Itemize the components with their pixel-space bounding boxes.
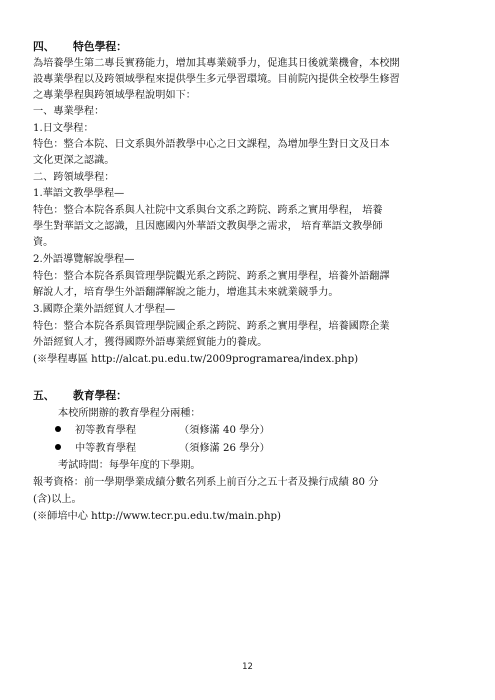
exam-time: 考試時間：每學年度的下學期。 — [58, 460, 201, 471]
japanese-program-title: 1.日文學程： — [33, 123, 94, 134]
section5-heading — [33, 389, 463, 403]
section4-intro-line-3: 之專業學程與跨領域學程說明如下： — [33, 90, 196, 101]
page-number: 12 — [242, 662, 253, 672]
chinese-teaching-program-title: 1.華語文教學學程— — [33, 188, 125, 199]
section5-title: 教育學程： — [73, 389, 127, 402]
education-program-item — [55, 424, 270, 438]
program-credits: （須修滿 40 學分） — [179, 425, 270, 436]
program-name: 中等教育學程 — [75, 443, 137, 454]
section4-number: 四、 — [33, 40, 55, 53]
tour-guide-program-title: 2.外語導覽解說學程— — [33, 254, 135, 265]
japanese-program-desc-1: 特色：整合本院、日文系與外語教學中心之日文課程，為增加學生對日文及日本 — [33, 139, 390, 150]
tour-guide-program-desc-2: 解說人才，培育學生外語翻譯解說之能力，增進其未來就業競爭力。 — [33, 287, 339, 298]
program-credits: （須修滿 26 學分） — [179, 443, 270, 454]
section4-title: 特色學程： — [73, 40, 127, 53]
bullet-icon — [55, 444, 61, 450]
intl-business-program-desc-1: 特色：整合本院各系與管理學院國企系之跨院、跨系之實用學程，培養國際企業 — [33, 321, 390, 332]
section5-number: 五、 — [33, 389, 55, 402]
tour-guide-program-desc-1: 特色：整合本院各系與管理學院觀光系之跨院、跨系之實用學程，培養外語翻譯 — [33, 271, 390, 282]
teacher-center-reference-link[interactable]: (※師培中心 http://www.tecr.pu.edu.tw/main.php) — [33, 511, 282, 522]
program-name: 初等教育學程 — [75, 425, 137, 436]
section4-intro-line-1: 為培養學生第二專長實務能力，增加其專業競爭力，促進其日後就業機會，本校開 — [33, 58, 400, 69]
intl-business-program-title: 3.國際企業外語經貿人才學程— — [33, 304, 176, 315]
bullet-icon — [55, 426, 61, 432]
education-program-item — [55, 442, 270, 456]
qualification-line-1: 報考資格：前一學期學業成績分數名列系上前百分之五十者及操行成績 80 分 — [33, 477, 379, 488]
japanese-program-desc-2: 文化更深之認識。 — [33, 155, 115, 166]
program-area-reference-link[interactable]: (※學程專區 http://alcat.pu.edu.tw/2009programarea/index.php) — [33, 354, 359, 365]
chinese-teaching-program-desc-1: 特色：整合本院各系與人社院中文系與台文系之跨院、跨系之實用學程， 培養 — [33, 205, 383, 216]
chinese-teaching-program-desc-3: 資。 — [33, 237, 54, 248]
section4-heading — [33, 40, 463, 54]
subsection-interdisciplinary-title: 二、跨領域學程： — [33, 172, 115, 183]
qualification-line-2: (含)以上。 — [33, 494, 82, 505]
chinese-teaching-program-desc-2: 學生對華語文之認識，且因應國內外華語文教與學之需求， 培育華語文教學師 — [33, 221, 383, 232]
section4-intro-line-2: 設專業學程以及跨領域學程來提供學生多元學習環境。目前院內提供全校學生修習 — [33, 74, 400, 85]
intl-business-program-desc-2: 外語經貿人才，獲得國際外語專業經貿能力的養成。 — [33, 337, 268, 348]
section5-intro: 本校所開辦的教育學程分兩種： — [58, 408, 201, 419]
subsection-professional-title: 一、專業學程： — [33, 106, 105, 117]
